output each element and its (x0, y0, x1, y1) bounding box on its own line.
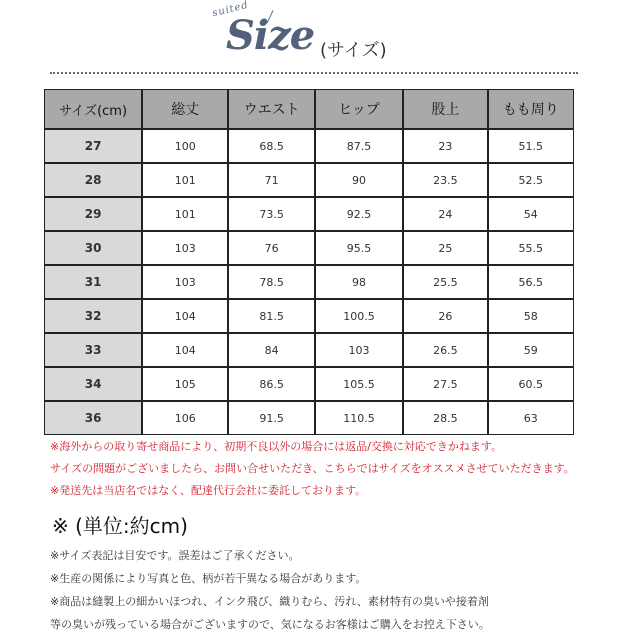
size-header (0, 0, 640, 70)
table-cell: 76 (228, 231, 314, 265)
table-cell: 23 (403, 129, 487, 163)
table-cell: 78.5 (228, 265, 314, 299)
table-cell: 110.5 (315, 401, 403, 435)
header-size: サイズ(cm) (44, 89, 142, 129)
table-cell: 105.5 (315, 367, 403, 401)
header-waist: ウエスト (228, 89, 314, 129)
table-cell: 58 (488, 299, 574, 333)
table-cell: 103 (142, 231, 228, 265)
table-cell: 73.5 (228, 197, 314, 231)
table-row (44, 333, 574, 367)
size-table (44, 89, 574, 435)
table-cell: 104 (142, 333, 228, 367)
table-cell: 60.5 (488, 367, 574, 401)
table-cell: 55.5 (488, 231, 574, 265)
table-cell: 27.5 (403, 367, 487, 401)
header-thigh: もも周り (488, 89, 574, 129)
table-row (44, 197, 574, 231)
table-cell: 92.5 (315, 197, 403, 231)
table-cell: 51.5 (488, 129, 574, 163)
header-length: 総丈 (142, 89, 228, 129)
size-title: Size (226, 12, 315, 59)
table-cell: 95.5 (315, 231, 403, 265)
size-cell: 33 (44, 333, 142, 367)
note: 等の臭いが残っている場合がございますので、気になるお客様はご購入をお控え下さい。 (50, 618, 490, 631)
table-cell: 101 (142, 163, 228, 197)
red-note: サイズの問題がございましたら、お問い合せいただき、こちらではサイズをオススメさせていただきます。 (50, 462, 575, 475)
dotted-divider (50, 72, 578, 74)
table-cell: 24 (403, 197, 487, 231)
table-cell: 68.5 (228, 129, 314, 163)
table-row (44, 367, 574, 401)
table-cell: 54 (488, 197, 574, 231)
table-cell: 100 (142, 129, 228, 163)
table-cell: 101 (142, 197, 228, 231)
size-cell: 30 (44, 231, 142, 265)
size-cell: 31 (44, 265, 142, 299)
size-cell: 36 (44, 401, 142, 435)
table-cell: 87.5 (315, 129, 403, 163)
table-cell: 84 (228, 333, 314, 367)
table-cell: 59 (488, 333, 574, 367)
note: ※生産の関係により写真と色、柄が若干異なる場合があります。 (50, 572, 367, 585)
table-cell: 26.5 (403, 333, 487, 367)
table-cell: 86.5 (228, 367, 314, 401)
table-cell: 25 (403, 231, 487, 265)
table-cell: 28.5 (403, 401, 487, 435)
notes (50, 544, 610, 636)
table-header-row (44, 89, 574, 129)
table-cell: 90 (315, 163, 403, 197)
size-cell: 32 (44, 299, 142, 333)
header-rise: 股上 (403, 89, 487, 129)
size-cell: 27 (44, 129, 142, 163)
table-cell: 104 (142, 299, 228, 333)
table-row (44, 129, 574, 163)
table-cell: 81.5 (228, 299, 314, 333)
suited-label: suited (211, 0, 250, 20)
table-row (44, 163, 574, 197)
red-note: ※発送先は当店名ではなく、配達代行会社に委託しております。 (50, 484, 367, 497)
size-cell: 28 (44, 163, 142, 197)
note: ※商品は縫製上の細かいほつれ、インク飛び、織りむら、汚れ、素材特有の臭いや接着剤 (50, 595, 489, 608)
table-row (44, 231, 574, 265)
table-row (44, 265, 574, 299)
table-cell: 100.5 (315, 299, 403, 333)
table-row (44, 401, 574, 435)
unit-label: ※ (単位:約cm) (52, 514, 188, 538)
size-subtitle: (サイズ) (320, 40, 387, 61)
size-cell: 34 (44, 367, 142, 401)
table-cell: 23.5 (403, 163, 487, 197)
table-cell: 103 (315, 333, 403, 367)
note: ※サイズ表記は目安です。誤差はご了承ください。 (50, 549, 300, 562)
table-cell: 71 (228, 163, 314, 197)
table-cell: 56.5 (488, 265, 574, 299)
table-cell: 106 (142, 401, 228, 435)
table-cell: 98 (315, 265, 403, 299)
size-cell: 29 (44, 197, 142, 231)
table-cell: 25.5 (403, 265, 487, 299)
table-cell: 63 (488, 401, 574, 435)
table-cell: 91.5 (228, 401, 314, 435)
table-cell: 52.5 (488, 163, 574, 197)
table-cell: 105 (142, 367, 228, 401)
red-notes (50, 436, 575, 502)
header-hip: ヒップ (315, 89, 403, 129)
red-note: ※海外からの取り寄せ商品により、初期不良以外の場合には返品/交換に対応できかねます。 (50, 440, 503, 453)
table-row (44, 299, 574, 333)
table-cell: 103 (142, 265, 228, 299)
table-cell: 26 (403, 299, 487, 333)
